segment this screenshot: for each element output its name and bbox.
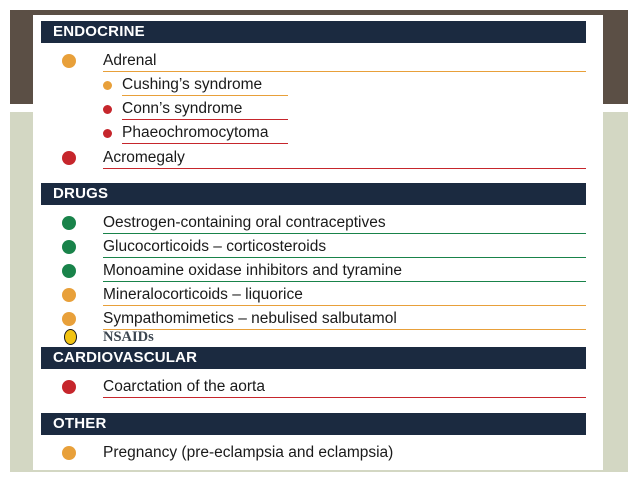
- item-label: Adrenal: [103, 52, 157, 69]
- list-item-phaeochromocytoma: [0, 123, 638, 147]
- item-label: Oestrogen-containing oral contraceptives: [103, 214, 386, 231]
- item-label: Sympathomimetics – nebulised salbutamol: [103, 310, 397, 327]
- green-bullet-icon: [62, 240, 76, 254]
- list-item-adrenal: [0, 51, 638, 75]
- orange-bullet-icon: [62, 446, 76, 460]
- item-underline: [103, 281, 586, 282]
- item-label: Conn’s syndrome: [122, 100, 243, 117]
- list-item-oestrogen: [0, 213, 638, 237]
- green-bullet-icon: [62, 264, 76, 278]
- orange-bullet-icon: [62, 312, 76, 326]
- orange-bullet-icon: [62, 54, 76, 68]
- yellow-bullet-icon: [64, 329, 77, 345]
- list-item-cushings: [0, 75, 638, 99]
- section-header-other: OTHER: [41, 413, 586, 435]
- item-underline: [122, 119, 288, 120]
- item-label: Phaeochromocytoma: [122, 124, 269, 141]
- item-underline: [122, 95, 288, 96]
- list-item-maoi: [0, 261, 638, 285]
- item-underline: [103, 397, 586, 398]
- list-item-acromegaly: [0, 148, 638, 172]
- item-underline: [122, 143, 288, 144]
- item-underline: [103, 257, 586, 258]
- orange-bullet-icon: [103, 81, 112, 90]
- green-bullet-icon: [62, 216, 76, 230]
- item-label: Cushing’s syndrome: [122, 76, 263, 93]
- red-bullet-icon: [103, 105, 112, 114]
- list-item-coarctation: [0, 377, 638, 401]
- item-label: Monoamine oxidase inhibitors and tyramine: [103, 262, 402, 279]
- section-header-drugs: DRUGS: [41, 183, 586, 205]
- section-header-cardiovascular: CARDIOVASCULAR: [41, 347, 586, 369]
- item-underline: [103, 168, 586, 169]
- item-label: Pregnancy (pre-eclampsia and eclampsia): [103, 444, 394, 461]
- item-label: Acromegaly: [103, 149, 185, 166]
- orange-bullet-icon: [62, 288, 76, 302]
- item-label: Glucocorticoids – corticosteroids: [103, 238, 327, 255]
- list-item-sympathomimetics: [0, 309, 638, 333]
- list-item-conns: [0, 99, 638, 123]
- item-label: Mineralocorticoids – liquorice: [103, 286, 303, 303]
- section-header-endocrine: ENDOCRINE: [41, 21, 586, 43]
- list-item-pregnancy: [0, 443, 638, 467]
- red-bullet-icon: [62, 151, 76, 165]
- item-underline: [103, 305, 586, 306]
- item-underline: [103, 71, 586, 72]
- list-item-mineralocorticoids: [0, 285, 638, 309]
- list-item-nsaids: NSAIDs: [103, 329, 154, 345]
- item-underline: [103, 233, 586, 234]
- red-bullet-icon: [62, 380, 76, 394]
- list-item-glucocorticoids: [0, 237, 638, 261]
- red-bullet-icon: [103, 129, 112, 138]
- item-underline: [103, 329, 586, 330]
- item-label: Coarctation of the aorta: [103, 378, 265, 395]
